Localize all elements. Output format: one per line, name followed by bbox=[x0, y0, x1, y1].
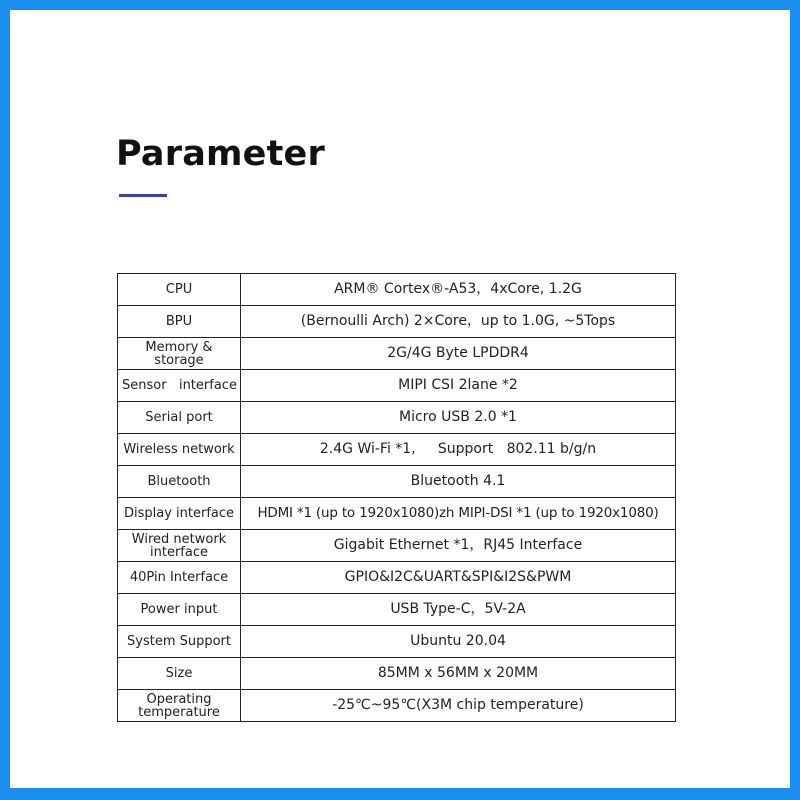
table-row bbox=[118, 274, 676, 306]
param-label: Size bbox=[118, 658, 241, 690]
table-row bbox=[118, 690, 676, 722]
param-label: System Support bbox=[118, 626, 241, 658]
param-label: Operating temperature bbox=[118, 690, 241, 722]
param-value: Micro USB 2.0 *1 bbox=[241, 402, 676, 434]
table-row bbox=[118, 626, 676, 658]
param-value: MIPI CSI 2lane *2 bbox=[241, 370, 676, 402]
table-row bbox=[118, 402, 676, 434]
table-row bbox=[118, 306, 676, 338]
table-row bbox=[118, 370, 676, 402]
param-value: 85MM x 56MM x 20MM bbox=[241, 658, 676, 690]
param-value: -25℃~95℃(X3M chip temperature) bbox=[241, 690, 676, 722]
param-value: Gigabit Ethernet *1，RJ45 Interface bbox=[241, 530, 676, 562]
param-label: Power input bbox=[118, 594, 241, 626]
param-label: Display interface bbox=[118, 498, 241, 530]
table-row bbox=[118, 594, 676, 626]
table-row bbox=[118, 530, 676, 562]
param-label: CPU bbox=[118, 274, 241, 306]
table-row bbox=[118, 466, 676, 498]
param-label: Sensor interface bbox=[118, 370, 241, 402]
param-value: (Bernoulli Arch) 2×Core，up to 1.0G, ~5Tops bbox=[241, 306, 676, 338]
param-value: Bluetooth 4.1 bbox=[241, 466, 676, 498]
param-value: USB Type-C，5V-2A bbox=[241, 594, 676, 626]
param-value: GPIO&I2C&UART&SPI&I2S&PWM bbox=[241, 562, 676, 594]
param-value: 2.4G Wi-Fi *1, Support 802.11 b/g/n bbox=[241, 434, 676, 466]
param-label: 40Pin Interface bbox=[118, 562, 241, 594]
param-label: Serial port bbox=[118, 402, 241, 434]
param-label: Wired network interface bbox=[118, 530, 241, 562]
content-card bbox=[10, 10, 790, 788]
table-row bbox=[118, 498, 676, 530]
param-label: Memory & storage bbox=[118, 338, 241, 370]
table-row bbox=[118, 338, 676, 370]
title-underline bbox=[119, 194, 167, 197]
table-row bbox=[118, 562, 676, 594]
page-title: Parameter bbox=[116, 134, 325, 174]
param-value: ARM® Cortex®-A53，4xCore, 1.2G bbox=[241, 274, 676, 306]
table-row bbox=[118, 658, 676, 690]
param-label: BPU bbox=[118, 306, 241, 338]
param-value: Ubuntu 20.04 bbox=[241, 626, 676, 658]
table-row bbox=[118, 434, 676, 466]
param-value: 2G/4G Byte LPDDR4 bbox=[241, 338, 676, 370]
param-label: Wireless network bbox=[118, 434, 241, 466]
param-value: HDMI *1 (up to 1920x1080)zh MIPI-DSI *1 (up to 1920x1080) bbox=[241, 498, 676, 530]
param-label: Bluetooth bbox=[118, 466, 241, 498]
parameter-table bbox=[117, 273, 676, 722]
